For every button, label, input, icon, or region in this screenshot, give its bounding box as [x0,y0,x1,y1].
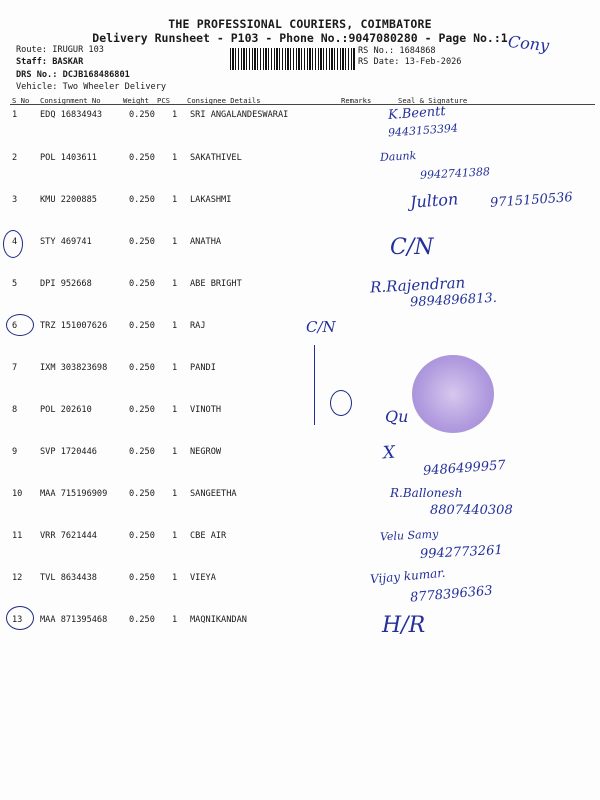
row-pcs: 1 [172,321,178,331]
row-pcs: 1 [172,405,178,415]
row-sno: 3 [12,195,18,205]
row-4-circle-mark [3,230,23,258]
row-sno: 6 [12,321,18,331]
row-weight: 0.250 [129,237,155,247]
row-consignee-name: ABE BRIGHT [190,279,242,289]
row-pcs: 1 [172,110,178,120]
row-pcs: 1 [172,195,178,205]
route-text: Route: IRUGUR 103 [16,45,104,55]
remark-continuation-line [314,345,315,425]
row-weight: 0.250 [129,321,155,331]
row-sno: 11 [12,531,23,541]
row-consignment-no: MAA 715196909 [40,489,108,499]
row-sno: 9 [12,447,18,457]
row-sno: 8 [12,405,18,415]
row-weight: 0.250 [129,279,155,289]
row-consignee-name: CBE AIR [190,531,227,541]
row-consignee-name: VIEYA [190,573,216,583]
row-signature: X [382,442,396,464]
row-weight: 0.250 [129,531,155,541]
row-phone-handwritten: 8807440308 [430,503,513,518]
company-seal-stamp [412,355,494,433]
row-sno: 2 [12,153,18,163]
row-consignee-name: LAKASHMI [190,195,232,205]
row-pcs: 1 [172,279,178,289]
corner-handwritten-note: Cony [507,31,551,56]
row-pcs: 1 [172,573,178,583]
row-consignment-no: VRR 7621444 [40,531,97,541]
header-divider [10,104,595,105]
row-consignment-no: EDQ 16834943 [40,110,103,120]
row-consignment-no: STY 469741 [40,237,92,247]
row-signature: Julton [409,189,459,212]
col-remarks: Remarks [341,96,372,105]
row-sno: 7 [12,363,18,373]
row-phone-handwritten: 9942773261 [419,542,504,563]
row-consignee-name: PANDI [190,363,216,373]
row-consignment-no: POL 202610 [40,405,92,415]
row-consignment-no: DPI 952668 [40,279,92,289]
row-consignment-no: TVL 8634438 [40,573,97,583]
row-sno: 12 [12,573,23,583]
row-weight: 0.250 [129,615,155,625]
row-pcs: 1 [172,531,178,541]
staff-text: Staff: BASKAR [16,57,84,67]
row-consignee-name: ANATHA [190,237,222,247]
row-consignment-no: IXM 303823698 [40,363,108,373]
rs-date: RS Date: 13-Feb-2026 [358,57,462,67]
row-pcs: 1 [172,363,178,373]
row-weight: 0.250 [129,405,155,415]
row-sno: 13 [12,615,23,625]
row-weight: 0.250 [129,110,155,120]
row-13-circle-mark [6,606,34,630]
row-signature: R.Ballonesh [390,486,463,500]
row-phone-handwritten: 9486499957 [422,458,507,479]
row-weight: 0.250 [129,573,155,583]
row-consignee-name: SAKATHIVEL [190,153,242,163]
row-consignee-name: SANGEETHA [190,489,237,499]
row-signature: Velu Samy [379,527,439,544]
row-weight: 0.250 [129,363,155,373]
row-weight: 0.250 [129,195,155,205]
row-weight: 0.250 [129,447,155,457]
col-consignment: Consignment No [40,96,101,105]
barcode-image [230,48,355,70]
remark-circled-mark [330,390,352,416]
row-signature: Daunk [379,149,417,164]
vehicle-text: Vehicle: Two Wheeler Delivery [16,82,167,92]
row-weight: 0.250 [129,153,155,163]
col-weight: Weight [123,96,149,105]
row-signature: Qu [385,407,409,426]
row-consignment-no: TRZ 151007626 [40,321,108,331]
row-pcs: 1 [172,615,178,625]
row-signature: Vijay kumar. [369,565,446,587]
row-phone-handwritten: 8778396363 [409,583,494,606]
runsheet-subtitle: Delivery Runsheet - P103 - Phone No.:9047080280 - Page No.:1 [92,31,508,45]
row-pcs: 1 [172,447,178,457]
row-consignment-no: SVP 1720446 [40,447,97,457]
row-sno: 5 [12,279,18,289]
row-pcs: 1 [172,489,178,499]
row-signature: H/R [382,613,426,638]
row-consignee-name: VINOTH [190,405,222,415]
col-seal-signature: Seal & Signature [398,96,468,105]
row-consignment-no: MAA 871395468 [40,615,108,625]
row-phone-handwritten: 9715150536 [489,190,574,211]
col-pcs: PCS [157,96,170,105]
row-signature: R.Rajendran [369,273,466,297]
row-6-circle-mark [6,314,34,336]
row-consignee-name: RAJ [190,321,206,331]
row-phone-handwritten: 9942741388 [419,165,491,182]
row-signature: K.Beentt [387,104,447,123]
col-consignee: Consignee Details [187,96,261,105]
row-consignee-name: MAQNIKANDAN [190,615,247,625]
row-consignment-no: KMU 2200885 [40,195,97,205]
row-weight: 0.250 [129,489,155,499]
row-phone-handwritten: 9894896813. [409,290,498,311]
row-sno: 4 [12,237,18,247]
row-phone-handwritten: 9443153394 [387,121,459,140]
row-sno: 1 [12,110,18,120]
row-consignment-no: POL 1403611 [40,153,97,163]
company-title: THE PROFESSIONAL COURIERS, COIMBATORE [168,17,432,31]
row-consignee-name: NEGROW [190,447,222,457]
row-sno: 10 [12,489,23,499]
row-pcs: 1 [172,237,178,247]
row-consignee-name: SRI ANGALANDESWARAI [190,110,289,120]
row-pcs: 1 [172,153,178,163]
rs-number: RS No.: 1684868 [358,46,436,56]
col-sno: S No [12,96,30,105]
drs-number: DRS No.: DCJB168486801 [16,70,130,80]
row-signature: C/N [390,235,434,260]
row-6-remark: C/N [306,318,336,336]
